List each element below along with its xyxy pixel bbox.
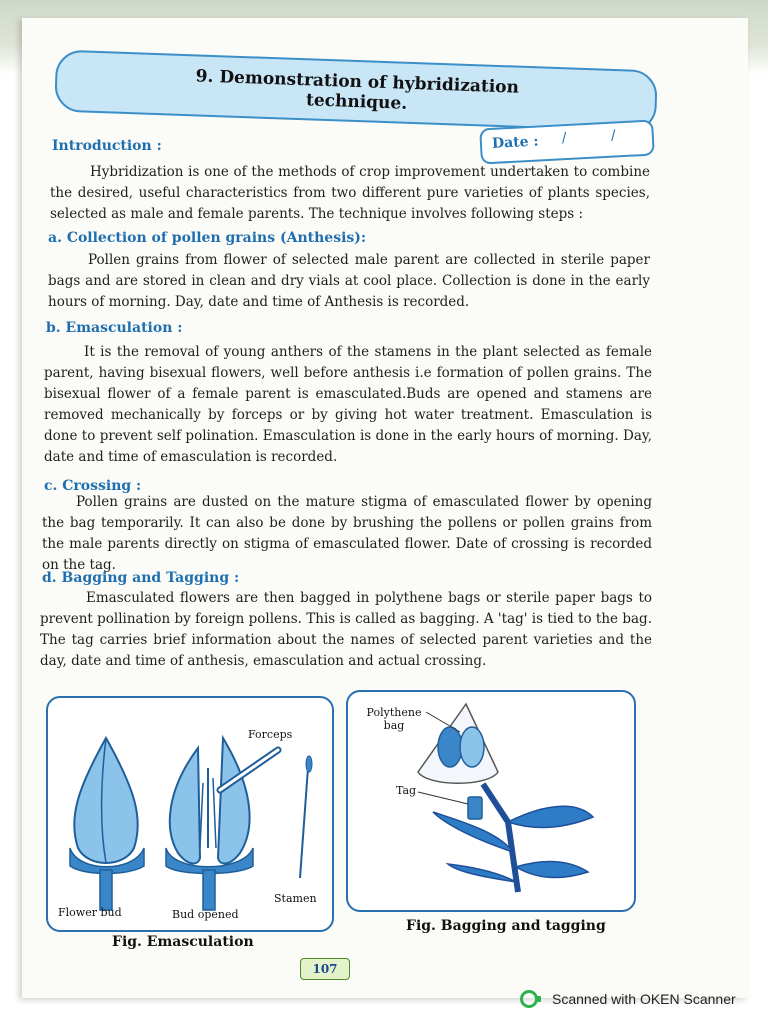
intro-text: Hybridization is one of the methods of crop improvement undertaken to combine the desired, useful characteristics from two different pure varieties of plants species, selected as male and female parents. The technique involves following steps :	[50, 164, 650, 222]
forceps-label: Forceps	[248, 728, 293, 741]
date-slashes: / /	[561, 126, 637, 147]
scanner-logo-icon	[520, 990, 538, 1008]
section-b-text: It is the removal of young anthers of the stamens in the plant selected as female parent, having bisexual flowers, well before anthesis i.e formation of pollen grains. The bisexual flower of a female parent is emasculated.Buds are opened and stamens are removed mechanically by forceps or by giving hot water treatment. Emasculation is done to prevent self polination. Emasculation is done in the early hours of morning. Day, date and time of emasculation is recorded.	[44, 344, 652, 465]
page-number: 107	[300, 958, 350, 980]
section-c-text: Pollen grains are dusted on the mature stigma of emasculated flower by opening the bag temporarily. It can also be done by brushing the pollens or pollen grains from the male parents directly on stigma of emasculated flower. Date of crossing is recorded on the tag.	[42, 494, 652, 573]
date-label: Date :	[491, 133, 539, 152]
flower-bud-label: Flower bud	[58, 906, 122, 919]
stamen-label: Stamen	[274, 892, 317, 905]
section-b-heading: b. Emasculation :	[46, 320, 183, 336]
scanner-watermark	[520, 990, 736, 1008]
emasculation-caption: Fig. Emasculation	[112, 934, 254, 950]
bag-label: Polythene bag	[366, 706, 422, 732]
section-d-text: Emasculated flowers are then bagged in polythene bags or sterile paper bags to prevent pollination by foreign pollens. This is called as bagging. A 'tag' is tied to the bag. The tag carries brief information about the names of selected parent varieties and the day, date and time of anthesis, emasculation and actual crossing.	[40, 590, 652, 669]
scanner-text: Scanned with OKEN Scanner	[552, 991, 736, 1007]
bud-opened-label: Bud opened	[172, 908, 239, 921]
tag-label: Tag	[396, 784, 417, 797]
bagging-caption: Fig. Bagging and tagging	[406, 918, 606, 934]
section-c-heading: c. Crossing :	[44, 478, 142, 494]
intro-heading: Introduction :	[52, 138, 162, 154]
figure-bagging-box	[346, 690, 636, 912]
section-a-text: Pollen grains from flower of selected male parent are collected in sterile paper bags and are stored in clean and dry vials at cool place. Collection is done in the early hours of morning. Day, date and time of Anthesis is recorded.	[48, 252, 650, 310]
section-d-heading: d. Bagging and Tagging :	[42, 570, 240, 586]
figure-emasculation-box	[46, 696, 334, 932]
page-title: 9. Demonstration of hybridization technique.	[195, 66, 520, 114]
section-a-heading: a. Collection of pollen grains (Anthesis):	[48, 230, 367, 246]
